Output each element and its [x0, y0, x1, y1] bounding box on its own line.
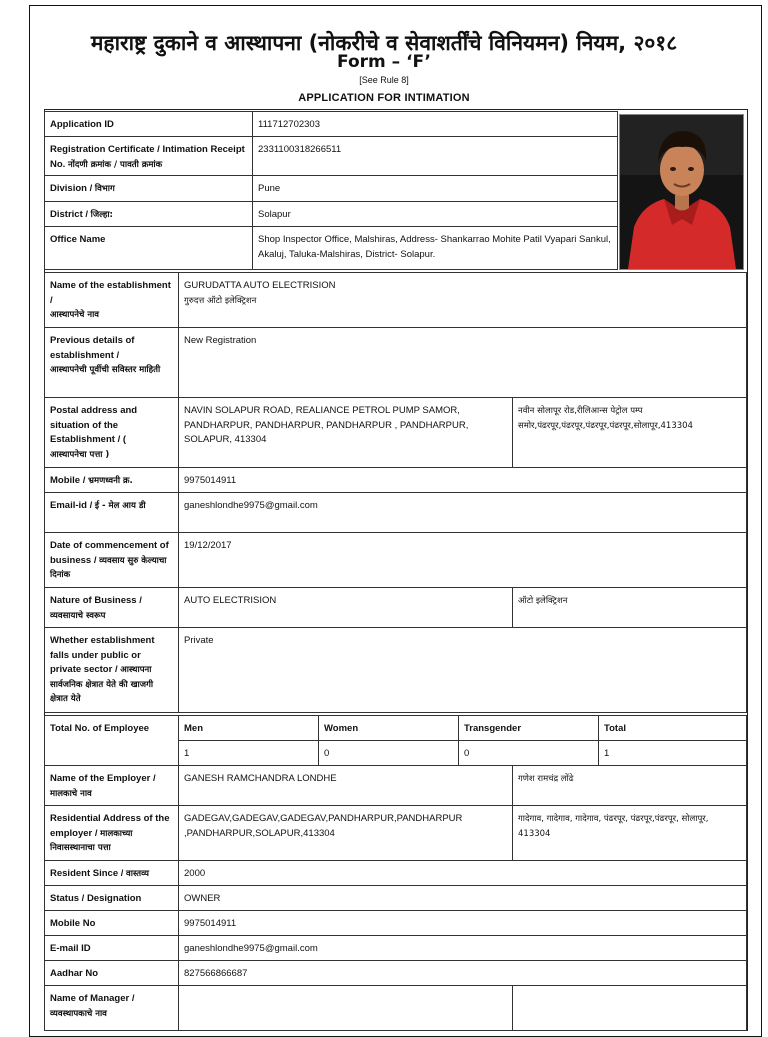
nature-of-business-label-mr: व्यवसायाचे स्वरूप: [50, 610, 106, 621]
previous-details-value: New Registration: [179, 328, 747, 398]
sector-label-en: Whether establishment falls under public or private sector /: [50, 635, 155, 675]
employer-name-label-mr: मालकाचे नाव: [50, 788, 92, 799]
division-label-en: Division /: [50, 183, 93, 194]
establishment-mobile-value: 9975014911: [179, 468, 747, 493]
aadhar-label: Aadhar No: [45, 961, 179, 986]
office-details-table: [44, 111, 618, 270]
postal-address-label-en: Postal address and situation of the Establishment / (: [50, 405, 138, 445]
establishment-name-label: [45, 273, 179, 328]
resident-since-label-mr: वास्तव्य: [126, 869, 149, 879]
employer-name-en: GANESH RAMCHANDRA LONDHE: [179, 766, 513, 806]
establishment-name-label-en: Name of the establishment /: [50, 280, 171, 306]
application-id-value: 111712702303: [253, 112, 618, 137]
employee-total-label: Total No. of Employee: [45, 716, 179, 766]
form-heading-marathi: महाराष्ट्र दुकाने व आस्थापना (नोकरीचे व सेवाशर्तींचे विनियमन) नियम, २०१८: [90, 31, 678, 55]
postal-address-label: [45, 398, 179, 468]
form-title: Form – ‘F’: [337, 52, 431, 72]
aadhar-value: 827566866687: [179, 961, 747, 986]
employer-residence-en: GADEGAV,GADEGAV,GADEGAV,PANDHARPUR,PANDHARPUR ,PANDHARPUR,SOLAPUR,413304: [179, 806, 513, 861]
establishment-name-label-mr: आस्थापनेचे नाव: [50, 310, 100, 320]
establishment-email-label: [45, 493, 179, 533]
establishment-name-en: GURUDATTA AUTO ELECTRISION: [184, 280, 336, 291]
employer-name-label: [45, 766, 179, 806]
previous-details-label-mr: आस्थापनेची पूर्वीची सविस्तर माहिती: [50, 365, 161, 375]
employer-mobile-value: 9975014911: [179, 911, 747, 936]
employees-transgender-header: Transgender: [459, 716, 599, 741]
commencement-label-mr: व्यवसाय सुरु केल्याचा दिनांक: [50, 555, 167, 580]
district-label: [45, 202, 253, 227]
office-name-value: Shop Inspector Office, Malshiras, Address- Shankarrao Mohite Patil Vyapari Sankul, Akaluj, Taluka-Malshiras, District- Solapur.: [253, 227, 618, 270]
reg-cert-value: 2331100318266511: [253, 137, 618, 176]
manager-name-label-mr: व्यवस्थापकाचे नाव: [50, 1008, 107, 1019]
employer-name-label-en: Name of the Employer /: [50, 773, 156, 784]
commencement-value: 19/12/2017: [179, 533, 747, 588]
division-label-mr: विभाग: [94, 184, 115, 194]
establishment-name-value: [179, 273, 747, 328]
establishment-email-value: ganeshlondhe9975@gmail.com: [179, 493, 747, 533]
sector-label: [45, 628, 179, 713]
establishment-name-mr: गुरुदत्त ऑटो इलेक्ट्रिशन: [184, 295, 257, 306]
division-label: [45, 176, 253, 202]
establishment-mobile-label-mr: भ्रमणध्वनी क्र.: [88, 476, 133, 486]
employer-table: [44, 765, 747, 1031]
employer-residence-mr: गादेगाव, गादेगाव, गादेगाव, पंढरपूर, पंढरपूर,पंढरपूर, सोलापूर, 413304: [513, 806, 747, 861]
division-value: Pune: [253, 176, 618, 202]
sector-value: Private: [179, 628, 747, 713]
resident-since-value: 2000: [179, 861, 747, 886]
employees-women-header: Women: [319, 716, 459, 741]
application-title: APPLICATION FOR INTIMATION: [298, 92, 470, 104]
employees-women-value: 0: [319, 741, 459, 766]
employees-total-header: Total: [599, 716, 747, 741]
employee-count-table: [44, 715, 747, 766]
office-name-label: Office Name: [45, 227, 253, 270]
nature-of-business-mr: ऑटो इलेक्ट्रिशन: [513, 588, 747, 628]
district-value: Solapur: [253, 202, 618, 227]
reg-cert-label-en: Registration Certificate / Intimation Receipt No.: [50, 144, 245, 170]
employer-name-mr: गणेश रामचंद्र लोंढे: [513, 766, 747, 806]
establishment-mobile-label-en: Mobile /: [50, 475, 86, 486]
commencement-label-en: Date of commencement of business /: [50, 540, 169, 566]
nature-of-business-label-en: Nature of Business /: [50, 595, 142, 606]
resident-since-label: [45, 861, 179, 886]
employer-residence-label-mr: मालकाच्या निवासस्थानाचा पत्ता: [50, 828, 133, 853]
status-label: Status / Designation: [45, 886, 179, 911]
previous-details-label: [45, 328, 179, 398]
establishment-table: [44, 272, 747, 713]
establishment-email-label-en: Email-id /: [50, 500, 93, 511]
employees-men-header: Men: [179, 716, 319, 741]
manager-name-label-en: Name of Manager /: [50, 993, 135, 1004]
establishment-mobile-label: [45, 468, 179, 493]
employer-email-value: ganeshlondhe9975@gmail.com: [179, 936, 747, 961]
status-value: OWNER: [179, 886, 747, 911]
employer-mobile-label: Mobile No: [45, 911, 179, 936]
district-label-mr: जिल्हा:: [90, 210, 113, 220]
commencement-label: [45, 533, 179, 588]
applicant-photo-image: [620, 115, 743, 269]
employer-residence-label-en: Residential Address of the employer /: [50, 813, 170, 839]
application-id-label: Application ID: [45, 112, 253, 137]
nature-of-business-label: [45, 588, 179, 628]
reg-cert-label: [45, 137, 253, 176]
establishment-email-label-mr: ई - मेल आय डी: [94, 501, 146, 511]
postal-address-mr: नवीन सोलापूर रोड,रीलिआन्स पेट्रोल पम्प समोर,पंढरपूर,पंढरपूर,पंढरपूर,पंढरपूर,सोलापूर,413304: [513, 398, 747, 468]
nature-of-business-en: AUTO ELECTRISION: [179, 588, 513, 628]
previous-details-label-en: Previous details of establishment /: [50, 335, 135, 361]
resident-since-label-en: Resident Since /: [50, 868, 124, 879]
employer-email-label: E-mail ID: [45, 936, 179, 961]
rule-reference: [See Rule 8]: [359, 75, 409, 85]
postal-address-label-mr: आस्थापनेचा पत्ता ): [50, 449, 110, 460]
employees-men-value: 1: [179, 741, 319, 766]
employees-total-value: 1: [599, 741, 747, 766]
applicant-photo: [619, 114, 744, 270]
district-label-en: District /: [50, 209, 89, 220]
employer-residence-label: [45, 806, 179, 861]
reg-cert-label-mr: नोंदणी क्रमांक / पावती क्रमांक: [67, 159, 163, 170]
postal-address-en: NAVIN SOLAPUR ROAD, REALIANCE PETROL PUMP SAMOR, PANDHARPUR, PANDHARPUR, PANDHARPUR , PANDHARPUR, SOLAPUR, 413304: [179, 398, 513, 468]
employees-transgender-value: 0: [459, 741, 599, 766]
sector-label-mr: आस्थापना सार्वजनिक क्षेत्रात येते की खाजगी क्षेत्रात येते: [50, 665, 154, 704]
